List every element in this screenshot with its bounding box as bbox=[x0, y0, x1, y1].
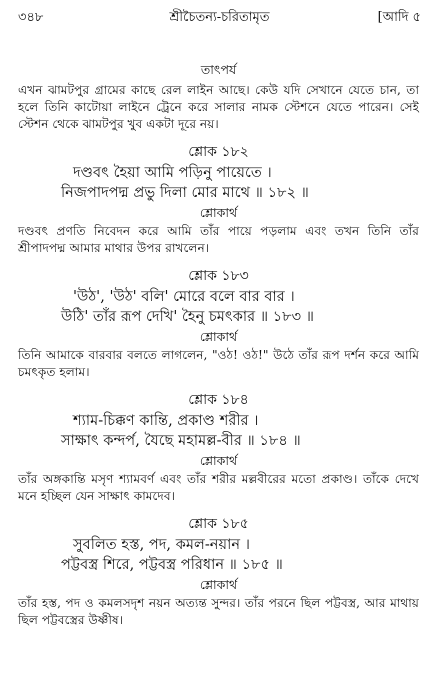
verse-block-182 bbox=[18, 143, 419, 257]
verse-block-183 bbox=[18, 267, 419, 381]
verse-line-2: সাক্ষাৎ কন্দর্প, যৈছে মহামল্ল-বীর ॥ ১৮৪ ॥ bbox=[61, 432, 301, 449]
verse-title: শ্লোক ১৮৪ bbox=[188, 392, 249, 408]
purport-heading: তাৎপর্য bbox=[200, 62, 237, 77]
verse-line-1: শ্যাম-চিক্কণ কান্তি, প্রকাণ্ড শরীর । bbox=[73, 412, 259, 429]
chapter-reference: [আদি ৫ bbox=[377, 10, 421, 25]
verse-line-1: দণ্ডবৎ হৈয়া আমি পড়িনু পায়েতে । bbox=[73, 164, 272, 181]
verse-block-184 bbox=[18, 391, 419, 505]
purport-paragraph: এখন ঝামটপুর গ্রামের কাছে রেল লাইন আছে। কেউ যদি সেখানে যেতে চান, তা হলে তিনি কাটোয়া লাইনে ট্রেনে করে সালার নামক স্টেশনে যেতে পারেন। সেই স্টেশন থেকে ঝামটপুর খুব একটা দূরে নয়। bbox=[18, 83, 419, 131]
translation-paragraph: তাঁর হস্ত, পদ ও কমলসদৃশ নয়ন অত্যন্ত সুন্দর। তাঁর পরনে ছিল পট্টবস্ত্র, আর মাথায় ছিল পট্টবস্ত্রের উষ্ণীষ। bbox=[18, 596, 419, 627]
verse-line-1: সুবলিত হস্ত, পদ, কমল-নয়ান । bbox=[73, 536, 250, 553]
translation-heading: শ্লোকার্থ bbox=[199, 577, 238, 592]
page-header bbox=[18, 6, 421, 28]
translation-paragraph: দণ্ডবৎ প্রণতি নিবেদন করে আমি তাঁর পায়ে পড়লাম এবং তখন তিনি তাঁর শ্রীপাদপদ্ম আমার মাথার উপর রাখলেন। bbox=[18, 224, 419, 255]
translation-paragraph: তাঁর অঙ্গকান্তি মসৃণ শ্যামবর্ণ এবং তাঁর শরীর মল্লবীরের মতো প্রকাণ্ড। তাঁকে দেখে মনে হচ্ছিল যেন সাক্ষাৎ কামদেব। bbox=[18, 472, 419, 503]
verse-title: শ্লোক ১৮২ bbox=[188, 144, 249, 160]
verse-line-2: পট্টবস্ত্র শিরে, পট্টবস্ত্র পরিধান ॥ ১৮৫ ॥ bbox=[61, 556, 283, 573]
verse-line-2: নিজপাদপদ্ম প্রভু দিলা মোর মাথে ॥ ১৮২ ॥ bbox=[61, 184, 309, 201]
verse-line-1: 'উঠ', 'উঠ' বলি' মোরে বলে বার বার । bbox=[73, 288, 295, 305]
verse-line-2: উঠি' তাঁর রূপ দেখি' হৈনু চমৎকার ॥ ১৮৩ ॥ bbox=[61, 308, 315, 325]
translation-heading: শ্লোকার্থ bbox=[199, 453, 238, 468]
page-content bbox=[18, 62, 419, 629]
translation-paragraph: তিনি আমাকে বারবার বলতে লাগলেন, "ওঠ! ওঠ!" উঠে তাঁর রূপ দর্শন করে আমি চমৎকৃত হলাম। bbox=[18, 348, 419, 379]
verse-title: শ্লোক ১৮৩ bbox=[188, 268, 249, 284]
running-title: শ্রীচৈতন্য-চরিতামৃত bbox=[169, 10, 270, 25]
page-number: ৩৪৮ bbox=[18, 10, 44, 25]
translation-heading: শ্লোকার্থ bbox=[199, 205, 238, 220]
verse-title: শ্লোক ১৮৫ bbox=[188, 516, 249, 532]
translation-heading: শ্লোকার্থ bbox=[199, 329, 238, 344]
verse-block-185 bbox=[18, 515, 419, 629]
